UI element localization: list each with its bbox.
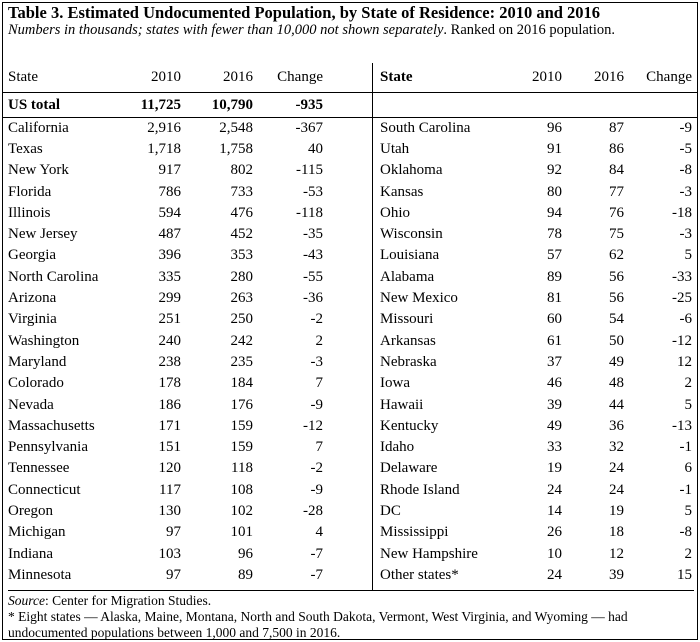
left-2016-cell: 353 (230, 247, 253, 264)
right-2016-cell: 12 (609, 545, 624, 562)
table-notes (8, 590, 694, 641)
empty-cell (568, 92, 630, 117)
right-2010-cell: 61 (547, 332, 562, 349)
right-header-change: Change (630, 63, 698, 92)
empty-cell (504, 92, 568, 117)
right-2016-cell: 36 (609, 417, 624, 434)
right-change-cell: 5 (684, 247, 692, 264)
right-2010-cell: 80 (547, 183, 562, 200)
table-subtitle (8, 22, 688, 38)
source-note (8, 593, 694, 609)
left-change-cell: -36 (303, 290, 323, 307)
left-state-cell: New Jersey (8, 226, 78, 243)
right-2016-cell: 87 (609, 119, 624, 136)
total-change: -935 (259, 92, 329, 117)
right-state-cell: New Mexico (380, 290, 458, 307)
left-2016-cell: 476 (230, 204, 253, 221)
right-state-cell: Alabama (380, 268, 435, 285)
total-2016: 10,790 (187, 92, 259, 117)
left-2016-cell: 733 (230, 183, 253, 200)
right-state-cell: Other states* (380, 566, 459, 583)
right-header-state: State (374, 63, 504, 92)
right-state-cell: Wisconsin (380, 226, 443, 243)
left-2010-cell: 487 (158, 226, 181, 243)
left-state-cell: California (8, 119, 69, 136)
right-change-cell: -3 (679, 183, 692, 200)
left-state-cell: Virginia (8, 311, 57, 328)
right-2010-cell: 57 (547, 247, 562, 264)
right-change-cell: -8 (679, 162, 692, 179)
right-2010-cell: 10 (547, 545, 562, 562)
left-state-cell: Massachusetts (8, 417, 95, 434)
gap-cell (329, 202, 374, 223)
gap-cell (329, 522, 374, 543)
left-2016-cell: 802 (230, 162, 253, 179)
left-2016-cell: 96 (238, 545, 253, 562)
left-state-cell: Oregon (8, 502, 53, 519)
right-change-cell: 5 (684, 502, 692, 519)
right-2016-cell: 18 (609, 524, 624, 541)
source-label: Source (8, 593, 45, 608)
right-change-cell: 6 (684, 460, 692, 477)
right-state-cell: DC (380, 502, 401, 519)
right-state-cell: Arkansas (380, 332, 436, 349)
source-text: : Center for Migration Studies. (45, 593, 212, 608)
left-change-cell: -2 (310, 460, 323, 477)
gap-cell (329, 330, 374, 351)
left-2010-cell: 130 (158, 502, 181, 519)
left-state-cell: Illinois (8, 204, 51, 221)
left-2010-cell: 238 (158, 353, 181, 370)
right-state-cell: Rhode Island (380, 481, 460, 498)
right-header-2016: 2016 (568, 63, 630, 92)
gap-cell (329, 458, 374, 479)
header-row (2, 63, 698, 92)
left-2010-cell: 240 (158, 332, 181, 349)
right-change-cell: -33 (672, 268, 692, 285)
left-state-cell: Michigan (8, 524, 66, 541)
right-header-2010: 2010 (504, 63, 568, 92)
right-2016-cell: 84 (609, 162, 624, 179)
right-2016-cell: 56 (609, 290, 624, 307)
right-change-cell: -12 (672, 332, 692, 349)
empty-cell (374, 92, 504, 117)
right-change-cell: -5 (679, 140, 692, 157)
left-2010-cell: 2,916 (147, 119, 181, 136)
table-row (2, 309, 698, 330)
right-2010-cell: 46 (547, 375, 562, 392)
left-state-cell: Florida (8, 183, 52, 200)
gap-cell (329, 394, 374, 415)
right-change-cell: -25 (672, 290, 692, 307)
gap-cell (329, 415, 374, 436)
left-state-cell: North Carolina (8, 268, 99, 285)
left-state-cell: Washington (8, 332, 80, 349)
left-2010-cell: 299 (158, 290, 181, 307)
left-2016-cell: 101 (230, 524, 253, 541)
right-state-cell: Utah (380, 140, 410, 157)
right-2016-cell: 24 (609, 460, 624, 477)
table-row (2, 522, 698, 543)
right-change-cell: -9 (679, 119, 692, 136)
gap-cell (329, 309, 374, 330)
right-2016-cell: 86 (609, 140, 624, 157)
left-2010-cell: 120 (158, 460, 181, 477)
population-table (2, 63, 698, 586)
table-row (2, 543, 698, 564)
footnote: * Eight states — Alaska, Maine, Montana, North and South Dakota, Vermont, West Virginia, and Wyoming — had undocumented populations between 1,000 and 7,500 in 2016. (8, 609, 628, 640)
gap-cell (329, 351, 374, 372)
gap-cell (329, 500, 374, 521)
gap-cell (329, 373, 374, 394)
right-2010-cell: 14 (547, 502, 562, 519)
left-2016-cell: 242 (230, 332, 253, 349)
left-header-state: State (2, 63, 117, 92)
left-2016-cell: 1,758 (219, 140, 253, 157)
right-state-cell: Kansas (380, 183, 424, 200)
right-2016-cell: 24 (609, 481, 624, 498)
table-row (2, 373, 698, 394)
left-state-cell: Georgia (8, 247, 57, 264)
right-2010-cell: 26 (547, 524, 562, 541)
total-2010: 11,725 (117, 92, 187, 117)
table-row (2, 181, 698, 202)
right-2016-cell: 76 (609, 204, 624, 221)
left-2016-cell: 250 (230, 311, 253, 328)
gap-cell (329, 117, 374, 138)
left-2016-cell: 280 (230, 268, 253, 285)
gap-cell (329, 266, 374, 287)
table-row (2, 564, 698, 585)
right-2010-cell: 78 (547, 226, 562, 243)
gap-cell (329, 564, 374, 585)
right-2016-cell: 75 (609, 226, 624, 243)
empty-cell (630, 92, 698, 117)
right-2010-cell: 81 (547, 290, 562, 307)
table-row (2, 266, 698, 287)
left-header-change: Change (259, 63, 329, 92)
left-2016-cell: 159 (230, 439, 253, 456)
left-change-cell: -55 (303, 268, 323, 285)
subtitle-rest: . Ranked on 2016 population. (443, 22, 615, 38)
gap-cell (329, 479, 374, 500)
left-2010-cell: 1,718 (147, 140, 181, 157)
right-2016-cell: 19 (609, 502, 624, 519)
right-2010-cell: 39 (547, 396, 562, 413)
right-state-cell: Louisiana (380, 247, 440, 264)
gap-cell (329, 543, 374, 564)
left-2010-cell: 97 (166, 566, 181, 583)
total-row (2, 92, 698, 117)
right-change-cell: -18 (672, 204, 692, 221)
left-2016-cell: 235 (230, 353, 253, 370)
left-state-cell: Connecticut (8, 481, 81, 498)
right-2010-cell: 92 (547, 162, 562, 179)
table-row (2, 223, 698, 244)
right-change-cell: -1 (679, 481, 692, 498)
left-change-cell: -28 (303, 502, 323, 519)
table-row (2, 202, 698, 223)
right-change-cell: 2 (684, 545, 692, 562)
left-2016-cell: 159 (230, 417, 253, 434)
left-2016-cell: 102 (230, 502, 253, 519)
right-state-cell: Mississippi (380, 524, 449, 541)
table-row (2, 436, 698, 457)
left-2010-cell: 178 (158, 375, 181, 392)
left-2010-cell: 917 (158, 162, 181, 179)
gap-cell (329, 160, 374, 181)
right-2016-cell: 54 (609, 311, 624, 328)
left-change-cell: -35 (303, 226, 323, 243)
right-2010-cell: 37 (547, 353, 562, 370)
right-state-cell: New Hampshire (380, 545, 478, 562)
right-2016-cell: 44 (609, 396, 624, 413)
left-change-cell: -9 (310, 396, 323, 413)
left-change-cell: -118 (296, 204, 323, 221)
table-row (2, 415, 698, 436)
right-2010-cell: 19 (547, 460, 562, 477)
gap-cell (329, 436, 374, 457)
left-2010-cell: 151 (158, 439, 181, 456)
left-change-cell: -53 (303, 183, 323, 200)
right-state-cell: Oklahoma (380, 162, 443, 179)
table-row (2, 117, 698, 138)
left-state-cell: Arizona (8, 290, 57, 307)
right-change-cell: 2 (684, 375, 692, 392)
left-change-cell: -43 (303, 247, 323, 264)
right-2016-cell: 32 (609, 439, 624, 456)
gap-cell (329, 223, 374, 244)
right-2016-cell: 77 (609, 183, 624, 200)
left-2010-cell: 103 (158, 545, 181, 562)
right-2016-cell: 56 (609, 268, 624, 285)
table-row (2, 500, 698, 521)
right-2010-cell: 24 (547, 481, 562, 498)
right-change-cell: -13 (672, 417, 692, 434)
left-state-cell: Maryland (8, 353, 67, 370)
table-row (2, 160, 698, 181)
left-change-cell: 40 (308, 140, 323, 157)
left-change-cell: 2 (315, 332, 323, 349)
right-change-cell: 15 (677, 566, 692, 583)
left-change-cell: -3 (310, 353, 323, 370)
left-change-cell: -7 (310, 566, 323, 583)
subtitle-italic: Numbers in thousands; states with fewer than 10,000 not shown separately (8, 22, 444, 38)
table-row (2, 351, 698, 372)
table-row (2, 479, 698, 500)
left-header-2016: 2016 (187, 63, 259, 92)
right-state-cell: Hawaii (380, 396, 424, 413)
table-row (2, 458, 698, 479)
right-change-cell: -6 (679, 311, 692, 328)
left-2010-cell: 396 (158, 247, 181, 264)
left-2016-cell: 89 (238, 566, 253, 583)
table-row (2, 287, 698, 308)
gap-cell (329, 92, 374, 117)
left-change-cell: -12 (303, 417, 323, 434)
left-header-2010: 2010 (117, 63, 187, 92)
right-change-cell: 12 (677, 353, 692, 370)
left-change-cell: -367 (295, 119, 323, 136)
right-2010-cell: 96 (547, 119, 562, 136)
table-row (2, 245, 698, 266)
table-row (2, 330, 698, 351)
total-label: US total (2, 92, 117, 117)
right-state-cell: Missouri (380, 311, 434, 328)
right-2010-cell: 89 (547, 268, 562, 285)
left-state-cell: Indiana (8, 545, 53, 562)
left-2016-cell: 263 (230, 290, 253, 307)
left-change-cell: 7 (315, 439, 323, 456)
table-row (2, 138, 698, 159)
table-row (2, 394, 698, 415)
left-2010-cell: 251 (158, 311, 181, 328)
left-state-cell: Colorado (8, 375, 64, 392)
right-2016-cell: 48 (609, 375, 624, 392)
left-2010-cell: 594 (158, 204, 181, 221)
left-2016-cell: 176 (230, 396, 253, 413)
left-state-cell: New York (8, 162, 69, 179)
right-2016-cell: 62 (609, 247, 624, 264)
left-2010-cell: 186 (158, 396, 181, 413)
gap-cell (329, 138, 374, 159)
left-state-cell: Tennessee (8, 460, 70, 477)
column-divider (372, 63, 373, 590)
right-state-cell: Idaho (380, 439, 415, 456)
right-2010-cell: 49 (547, 417, 562, 434)
left-2010-cell: 171 (158, 417, 181, 434)
right-state-cell: Iowa (380, 375, 410, 392)
right-2010-cell: 60 (547, 311, 562, 328)
gap-cell (329, 287, 374, 308)
right-2016-cell: 39 (609, 566, 624, 583)
right-2016-cell: 49 (609, 353, 624, 370)
right-change-cell: 5 (684, 396, 692, 413)
left-2010-cell: 335 (158, 268, 181, 285)
right-change-cell: -1 (679, 439, 692, 456)
left-state-cell: Pennsylvania (8, 439, 88, 456)
right-change-cell: -8 (679, 524, 692, 541)
left-state-cell: Nevada (8, 396, 54, 413)
left-change-cell: -7 (310, 545, 323, 562)
right-state-cell: Ohio (380, 204, 410, 221)
right-2010-cell: 33 (547, 439, 562, 456)
left-change-cell: -115 (296, 162, 323, 179)
right-state-cell: South Carolina (380, 119, 471, 136)
right-state-cell: Kentucky (380, 417, 439, 434)
left-2010-cell: 97 (166, 524, 181, 541)
left-change-cell: 4 (315, 524, 323, 541)
left-2016-cell: 2,548 (219, 119, 253, 136)
right-2010-cell: 91 (547, 140, 562, 157)
left-state-cell: Minnesota (8, 566, 72, 583)
left-change-cell: 7 (315, 375, 323, 392)
left-2010-cell: 786 (158, 183, 181, 200)
table-title: Table 3. Estimated Undocumented Population, by State of Residence: 2010 and 2016 (8, 3, 601, 22)
left-2016-cell: 118 (231, 460, 253, 477)
table-caption (8, 3, 688, 38)
right-2010-cell: 94 (547, 204, 562, 221)
gap-cell (329, 181, 374, 202)
right-2016-cell: 50 (609, 332, 624, 349)
left-2010-cell: 117 (159, 481, 181, 498)
left-2016-cell: 184 (230, 375, 253, 392)
left-2016-cell: 452 (230, 226, 253, 243)
left-change-cell: -9 (310, 481, 323, 498)
left-change-cell: -2 (310, 311, 323, 328)
gap-cell (329, 245, 374, 266)
left-state-cell: Texas (8, 140, 43, 157)
right-state-cell: Nebraska (380, 353, 437, 370)
left-2016-cell: 108 (230, 481, 253, 498)
right-2010-cell: 24 (547, 566, 562, 583)
right-change-cell: -3 (679, 226, 692, 243)
right-state-cell: Delaware (380, 460, 438, 477)
gap-cell (329, 63, 374, 92)
